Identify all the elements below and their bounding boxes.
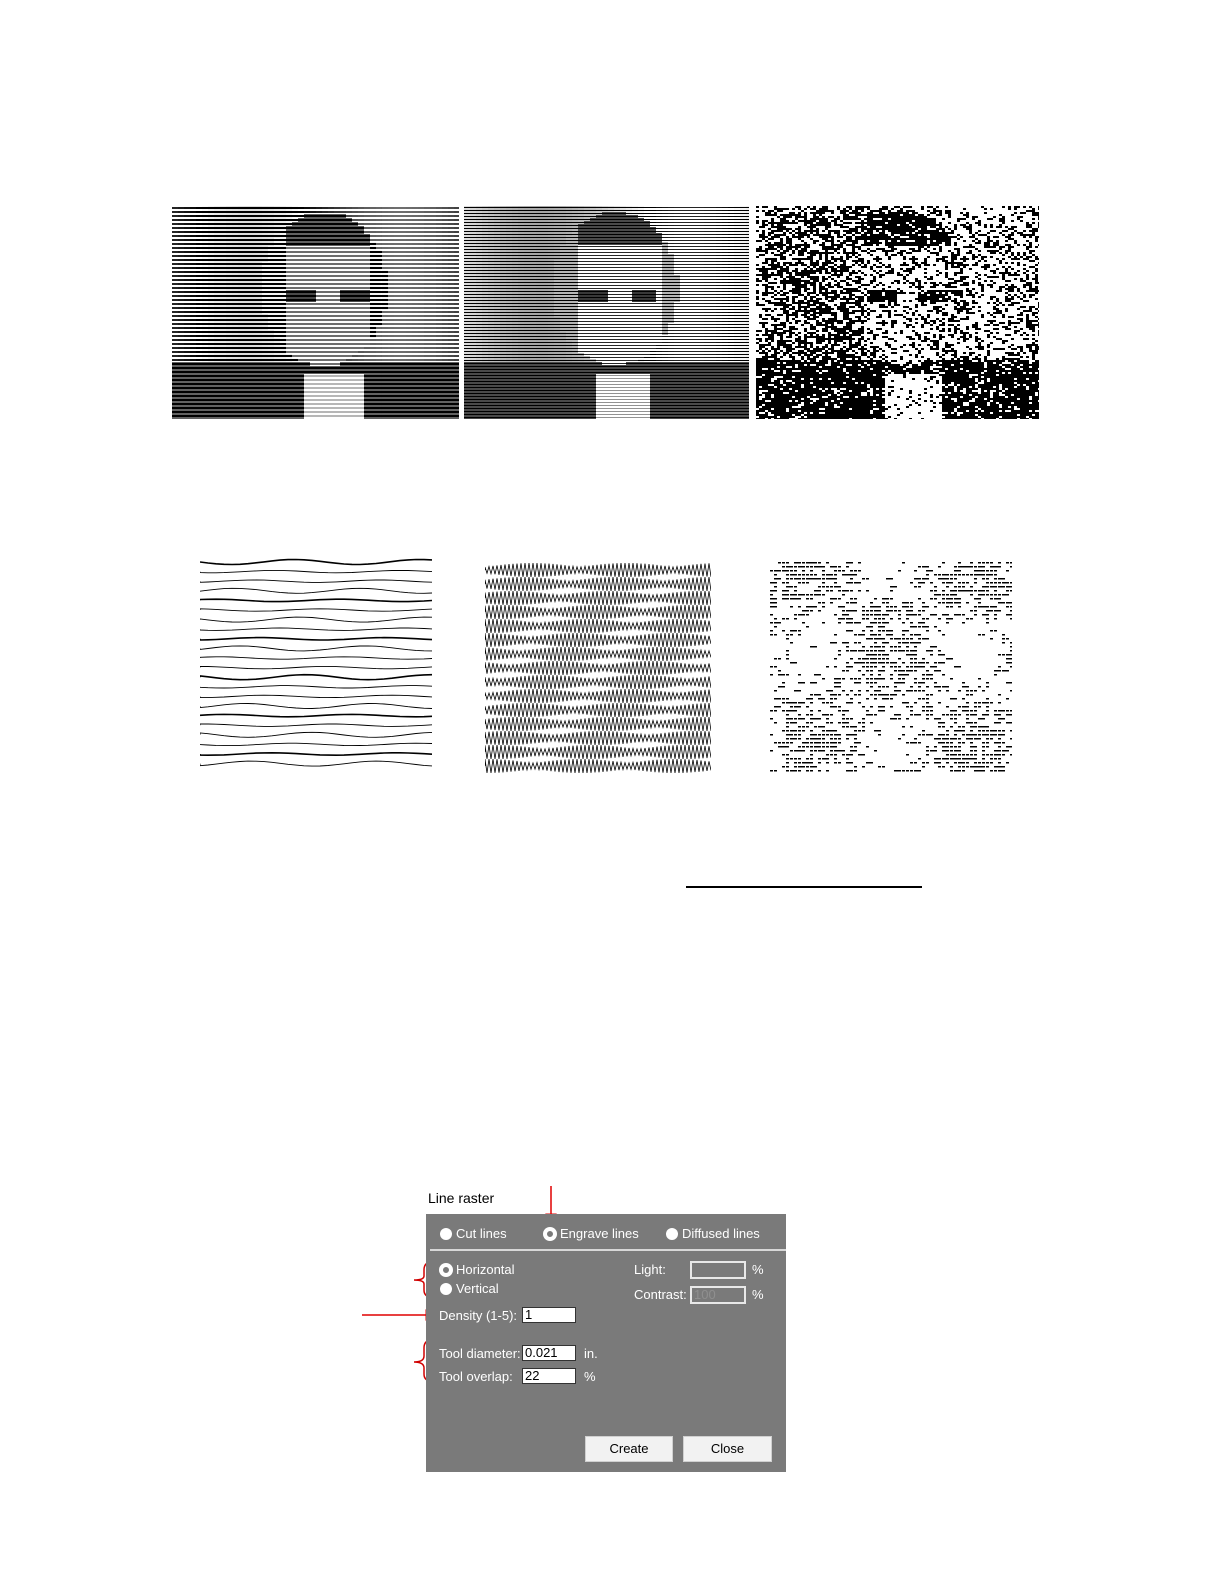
tool-overlap-label: Tool overlap: — [439, 1369, 513, 1384]
light-unit: % — [752, 1262, 764, 1277]
radio-selected-icon — [440, 1264, 452, 1276]
direction-horizontal-label: Horizontal — [456, 1262, 515, 1277]
radio-icon — [440, 1283, 452, 1295]
light-input[interactable] — [690, 1261, 746, 1279]
close-button[interactable]: Close — [683, 1436, 772, 1462]
contrast-unit: % — [752, 1287, 764, 1302]
mode-engrave-lines[interactable] — [544, 1226, 639, 1241]
dialog-title: Line raster — [428, 1190, 495, 1206]
line-raster-dialog — [426, 1214, 786, 1472]
direction-vertical[interactable] — [440, 1281, 499, 1296]
direction-horizontal[interactable] — [440, 1262, 515, 1277]
direction-vertical-label: Vertical — [456, 1281, 499, 1296]
tool-diameter-input[interactable]: 0.021 — [522, 1345, 576, 1361]
contrast-input[interactable]: 100 — [690, 1286, 746, 1304]
density-label: Density (1-5): — [439, 1308, 518, 1323]
contrast-label: Contrast: — [634, 1287, 687, 1302]
radio-icon — [440, 1228, 452, 1240]
mode-diffused-lines[interactable] — [666, 1226, 760, 1241]
radio-icon — [666, 1228, 678, 1240]
tool-overlap-input[interactable]: 22 — [522, 1368, 576, 1384]
radio-selected-icon — [544, 1228, 556, 1240]
mode-cut-lines[interactable] — [440, 1226, 507, 1241]
mode-cut-lines-label: Cut lines — [456, 1226, 507, 1241]
light-label: Light: — [634, 1262, 666, 1277]
mode-engrave-lines-label: Engrave lines — [560, 1226, 639, 1241]
tool-overlap-unit: % — [584, 1369, 596, 1384]
tool-diameter-unit: in. — [584, 1346, 598, 1361]
tool-diameter-label: Tool diameter: — [439, 1346, 521, 1361]
density-input[interactable]: 1 — [522, 1307, 576, 1323]
create-button[interactable]: Create — [585, 1436, 673, 1462]
mode-diffused-lines-label: Diffused lines — [682, 1226, 760, 1241]
separator — [430, 1249, 786, 1251]
